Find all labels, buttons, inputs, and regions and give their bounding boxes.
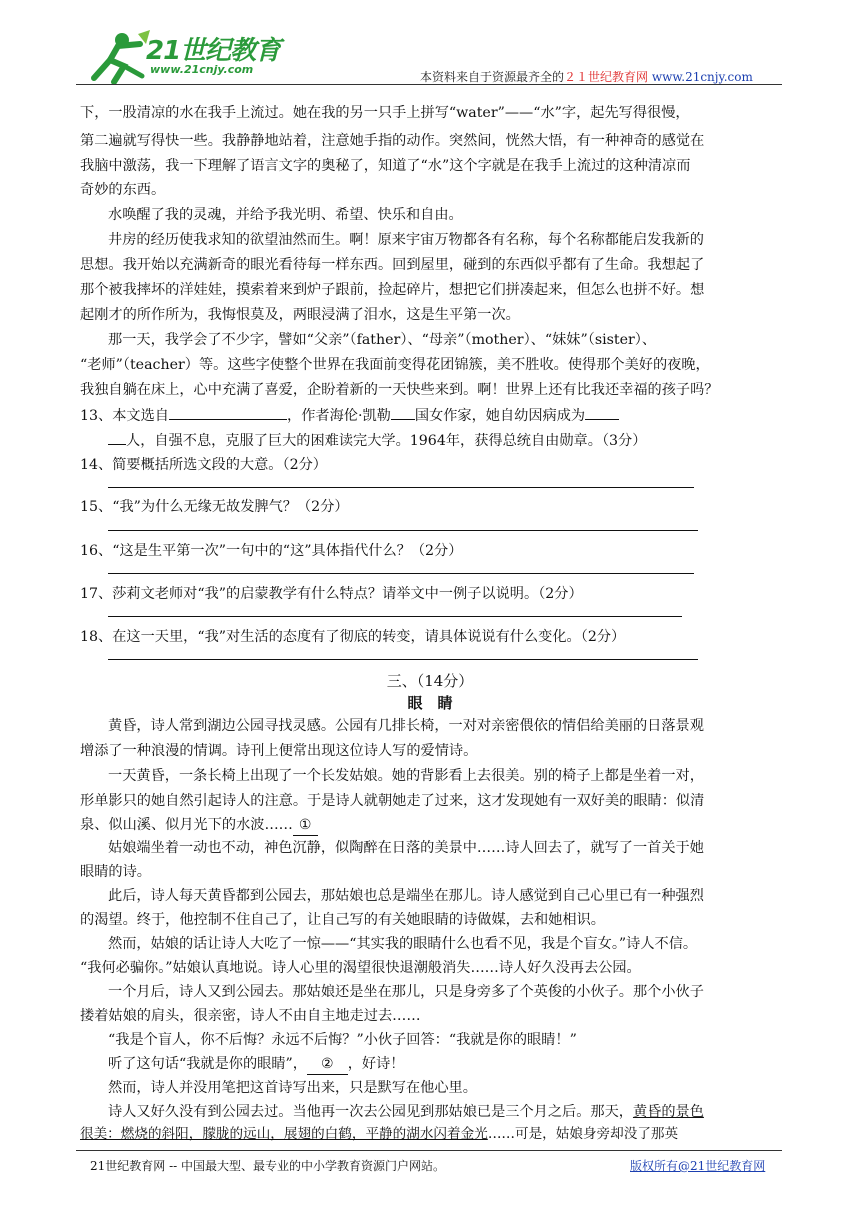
header-brand: ２１世纪教育网 bbox=[564, 70, 649, 84]
passage-line: 奇妙的东西。 bbox=[80, 182, 166, 198]
passage-line: 我脑中激荡，我一下理解了语言文字的奥秘了，知道了“水”这个字就是在我手上流过的这种清凉而 bbox=[80, 158, 691, 174]
passage-line: 那个被我摔坏的洋娃娃，摸索着来到炉子跟前，捡起碎片，想把它们拼凑起来，但怎么也拼不好。想 bbox=[80, 282, 705, 298]
passage-line: 搂着姑娘的肩头，很亲密，诗人不由自主地走过去…… bbox=[80, 1008, 421, 1024]
passage-line: 第二遍就写得快一些。我静静地站着，注意她手指的动作。突然间，恍然大悟，有一种神奇的感觉在 bbox=[80, 133, 705, 149]
passage-line: 此后，诗人每天黄昏都到公园去，那姑娘也总是端坐在那儿。诗人感觉到自己心里已有一种强烈 bbox=[108, 888, 704, 904]
passage-line: 水唤醒了我的灵魂，并给予我光明、希望、快乐和自由。 bbox=[108, 207, 463, 223]
blank-marker-2[interactable]: ② bbox=[307, 1054, 348, 1075]
answer-blank[interactable] bbox=[391, 405, 415, 420]
passage-line bbox=[108, 1054, 404, 1075]
passage-line: 然而，姑娘的话让诗人大吃了一惊——“其实我的眼睛什么也看不见，我是个盲女。”诗人不信。 bbox=[108, 936, 698, 952]
passage-line: 形单影只的她自然引起诗人的注意。于是诗人就朝她走了过来，这才发现她有一双好美的眼睛：似清 bbox=[80, 793, 705, 809]
passage-line: 那一天，我学会了不少字，譬如“父亲”（father）、“母亲”（mother）、“妹妹”（sister）、 bbox=[108, 332, 657, 348]
footer-text: 21世纪教育网 -- 中国最大型、最专业的中小学教育资源门户网站。 bbox=[90, 1159, 446, 1173]
footer-divider bbox=[76, 1150, 782, 1151]
passage-line: “我何必骗你。”姑娘认真地说。诗人心里的渴望很快退潮般消失……诗人好久没再去公园。 bbox=[80, 960, 641, 976]
answer-line[interactable] bbox=[108, 659, 698, 660]
q13-text: 13、本文选自 bbox=[80, 408, 169, 424]
runner-logo-icon bbox=[84, 26, 154, 86]
passage-line: 一个月后，诗人又到公园去。那姑娘还是坐在那儿，只是身旁多了个英俊的小伙子。那个小伙子 bbox=[108, 984, 704, 1000]
answer-line[interactable] bbox=[108, 573, 694, 574]
section-heading: 三、（14分） bbox=[386, 672, 474, 690]
answer-blank[interactable] bbox=[585, 405, 619, 420]
footer-copyright-link[interactable]: 版权所有@21世纪教育网 bbox=[630, 1159, 766, 1173]
q13-text: 国女作家，她自幼因病成为 bbox=[414, 408, 586, 424]
passage-line: 然而，诗人并没用笔把这首诗写出来，只是默写在他心里。 bbox=[108, 1080, 477, 1096]
passage-line bbox=[80, 815, 318, 836]
answer-line[interactable] bbox=[108, 616, 682, 617]
passage-line: 姑娘端坐着一动也不动，神色沉静，似陶醉在日落的美景中……诗人回去了，就写了一首关于她 bbox=[108, 840, 704, 856]
passage-line: 增添了一种浪漫的情调。诗刊上便常出现这位诗人写的爱情诗。 bbox=[80, 743, 478, 759]
passage-text: 诗人又好久没有到公园去过。当他再一次去公园见到那姑娘已是三个月之后。那天， bbox=[108, 1104, 633, 1120]
passage-line: 的渴望。终于，他控制不住自己了，让自己写的有关她眼睛的诗做媒，去和她相识。 bbox=[80, 912, 605, 928]
question-13 bbox=[80, 405, 619, 426]
passage-line: 眼睛的诗。 bbox=[80, 864, 151, 880]
answer-blank[interactable] bbox=[108, 430, 126, 445]
question-18: 18、在这一天里，“我”对生活的态度有了彻底的转变，请具体说说有什么变化。（2分） bbox=[80, 629, 626, 645]
header-divider bbox=[76, 84, 782, 85]
blank-marker-1[interactable]: ① bbox=[293, 815, 318, 836]
q13-text: ，作者海伦·凯勒 bbox=[287, 408, 391, 424]
answer-blank[interactable] bbox=[169, 405, 287, 420]
header-note bbox=[420, 68, 753, 85]
question-15: 15、“我”为什么无缘无故发脾气？（2分） bbox=[80, 499, 349, 515]
passage-line: 下，一股清凉的水在我手上流过。她在我的另一只手上拼写“water”——“水”字，起先写得很慢， bbox=[80, 105, 690, 121]
underlined-text: 黄昏的景色 bbox=[632, 1104, 704, 1120]
question-13-cont bbox=[108, 430, 646, 451]
question-16: 16、“这是生平第一次”一句中的“这”具体指代什么？（2分） bbox=[80, 543, 463, 559]
passage-line: 我独自躺在床上，心中充满了喜爱，企盼着新的一天快些来到。啊！世界上还有比我还幸福的孩子吗？ bbox=[80, 382, 719, 398]
q13-text: 人，自强不息，克服了巨大的困难读完大学。1964年，获得总统自由勋章。（3分） bbox=[126, 433, 647, 449]
passage-line: “老师”（teacher）等。这些字使整个世界在我面前变得花团锦簇，美不胜收。使得那个美好的夜晚， bbox=[80, 357, 710, 373]
passage-text: ……可是，姑娘身旁却没了那英 bbox=[487, 1126, 679, 1142]
question-17: 17、莎莉文老师对“我”的启蒙教学有什么特点？请举文中一例子以说明。（2分） bbox=[80, 586, 583, 602]
passage-line bbox=[80, 1124, 678, 1144]
logo-url: www.21cnjy.com bbox=[150, 63, 254, 76]
underlined-text: 很美：燃烧的斜阳，朦胧的远山，展翅的白鹤，平静的湖水闪着金光 bbox=[80, 1126, 488, 1142]
passage-line: 起刚才的所作所为，我悔恨莫及，两眼浸满了泪水，这是生平第一次。 bbox=[80, 307, 520, 323]
passage-line: 黄昏，诗人常到湖边公园寻找灵感。公园有几排长椅，一对对亲密偎依的情侣给美丽的日落景观 bbox=[108, 718, 704, 734]
answer-line[interactable] bbox=[108, 530, 698, 531]
header-url-link[interactable]: www.21cnjy.com bbox=[651, 70, 753, 84]
passage-line: 一天黄昏，一条长椅上出现了一个长发姑娘。她的背影看上去很美。别的椅子上都是坐着一对， bbox=[108, 768, 704, 784]
answer-line[interactable] bbox=[108, 487, 694, 488]
passage-text: 听了这句话“我就是你的眼睛”， bbox=[108, 1056, 307, 1072]
question-14: 14、简要概括所选文段的大意。（2分） bbox=[80, 457, 327, 473]
passage-text: ，好诗！ bbox=[347, 1056, 405, 1072]
passage-line: “我是个盲人，你不后悔？永远不后悔？”小伙子回答：“我就是你的眼睛！” bbox=[108, 1032, 577, 1048]
passage-line bbox=[108, 1102, 704, 1122]
logo-text: 21世纪教育 bbox=[146, 36, 281, 66]
passage-line: 井房的经历使我求知的欲望油然而生。啊！原来宇宙万物都各有名称，每个名称都能启发我新的 bbox=[108, 232, 704, 248]
passage-line: 思想。我开始以充满新奇的眼光看待每一样东西。回到屋里，碰到的东西似乎都有了生命。我想起了 bbox=[80, 257, 705, 273]
passage-title: 眼 睛 bbox=[407, 694, 453, 712]
passage-text: 泉、似山溪、似月光下的水波…… bbox=[80, 817, 293, 833]
header-note-prefix: 本资料来自于资源最齐全的 bbox=[420, 70, 565, 84]
